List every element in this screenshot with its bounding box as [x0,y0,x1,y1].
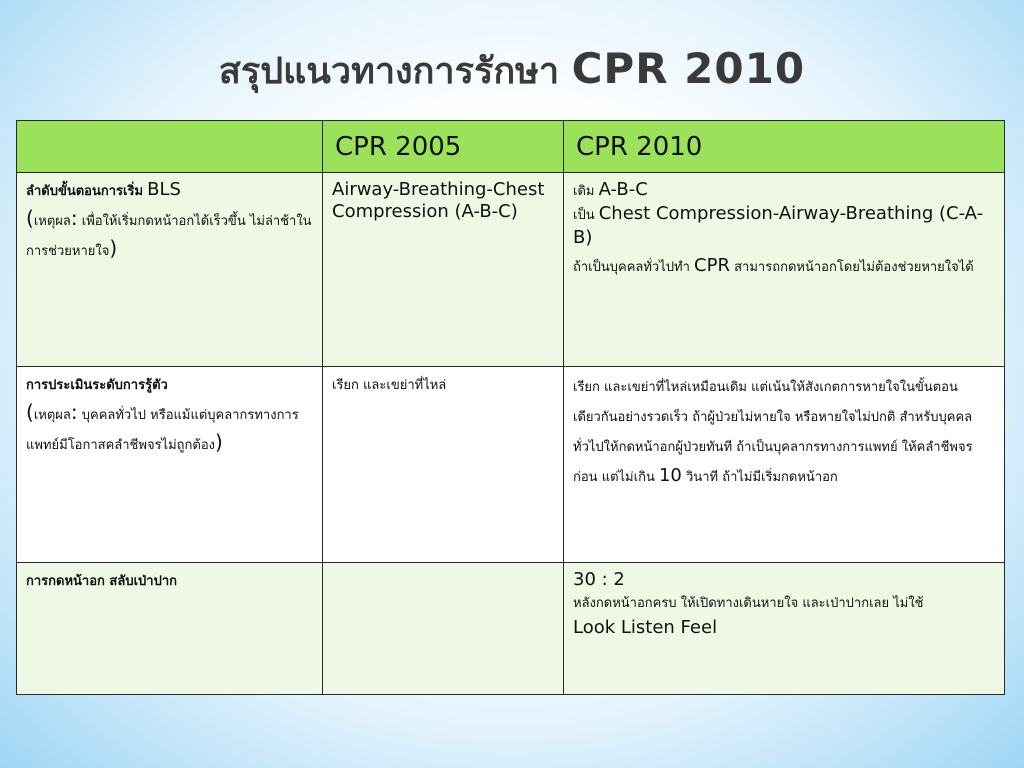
table-row [17,367,1005,563]
table-header-row [17,121,1005,173]
cpr2010-text-a: เรียก และเขย่าที่ไหล่เหมือนเดิม แต่เน้นให้สังเกตการหายใจในขั้นตอนเดียวกันอย่างรวดเร็ว ถ้าผู้ป่วยไม่หายใจ หรือหายใจไม่ปกติ สำหรับบุคคลทั่วไปให้กดหน้าอกผู้ป่วยทันที ถ้าเป็นบุคลากรทางการแพทย์ ให้คลำชีพจรก่อน แต่ไม่เกิน [573,380,973,485]
new-prefix: เป็น [573,208,595,223]
reason-open-paren: ( [26,400,34,424]
old-value: A-B-C [598,179,648,200]
topic-title: การประเมินระดับการรู้ตัว [26,378,168,393]
topic-title-en: BLS [147,179,181,200]
note-b: สามารถกดหน้าอกโดยไม่ต้องช่วยหายใจได้ [734,260,974,275]
reason-label: เหตุผล [33,214,71,229]
header-cell-empty [17,121,323,173]
comparison-table [16,120,1005,695]
cpr2005-value: เรียก และเขย่าที่ไหล่ [332,378,447,393]
cpr2005-value: Airway-Breathing-Chest Compression (A-B-C) [332,179,545,222]
topic-cell-consciousness [17,367,323,563]
cpr2005-cell-consciousness [323,367,564,563]
cpr2005-cell-compression [323,563,564,695]
reason-colon: : [70,206,78,230]
cpr2010-number: 10 [658,465,682,486]
slide-title-thai: สรุปแนวทางการรักษา [218,50,560,92]
table-row [17,563,1005,695]
topic-cell-compression [17,563,323,695]
compression-note: หลังกดหน้าอกครบ ให้เปิดทางเดินหายใจ และเป่าปากเลย ไม่ใช้ [573,596,924,611]
reason-close-paren: ) [109,236,118,260]
compression-phrase: Look Listen Feel [573,617,718,638]
cpr2010-text-b: วินาที ถ้าไม่มีเริ่มกดหน้าอก [686,470,838,485]
cpr2010-cell-bls [564,173,1005,367]
note-cpr: CPR [694,255,730,276]
compression-ratio: 30 : 2 [573,569,625,590]
reason-close-paren: ) [215,430,223,454]
cpr2010-cell-consciousness [564,367,1005,563]
reason-text: บุคคลทั่วไป หรือแม้แต่บุคลากรทางการแพทย์มีโอกาสคลำชีพจรไม่ถูกต้อง [26,408,299,453]
slide-title [0,42,1024,99]
cpr2010-cell-compression [564,563,1005,695]
reason-open-paren: ( [26,206,34,230]
table-row [17,173,1005,367]
topic-title: ลำดับขั้นตอนการเริ่ม [26,184,144,199]
new-value: Chest Compression-Airway-Breathing (C-A-B) [573,203,984,248]
topic-cell-bls [17,173,323,367]
topic-title: การกดหน้าอก สลับเป่าปาก [26,574,177,589]
note-a: ถ้าเป็นบุคคลทั่วไปทำ [573,260,690,275]
header-cell-cpr2010: CPR 2010 [564,121,1005,173]
reason-text: เพื่อให้เริ่มกดหน้าอกได้เร็วขึ้น ไม่ล่าช้าในการช่วยหายใจ [26,214,312,259]
old-prefix: เดิม [573,184,595,199]
cpr2005-cell-bls [323,173,564,367]
reason-colon: : [70,400,78,424]
slide-title-english: CPR 2010 [571,44,806,93]
header-cell-cpr2005: CPR 2005 [323,121,564,173]
reason-label: เหตุผล [33,408,71,423]
